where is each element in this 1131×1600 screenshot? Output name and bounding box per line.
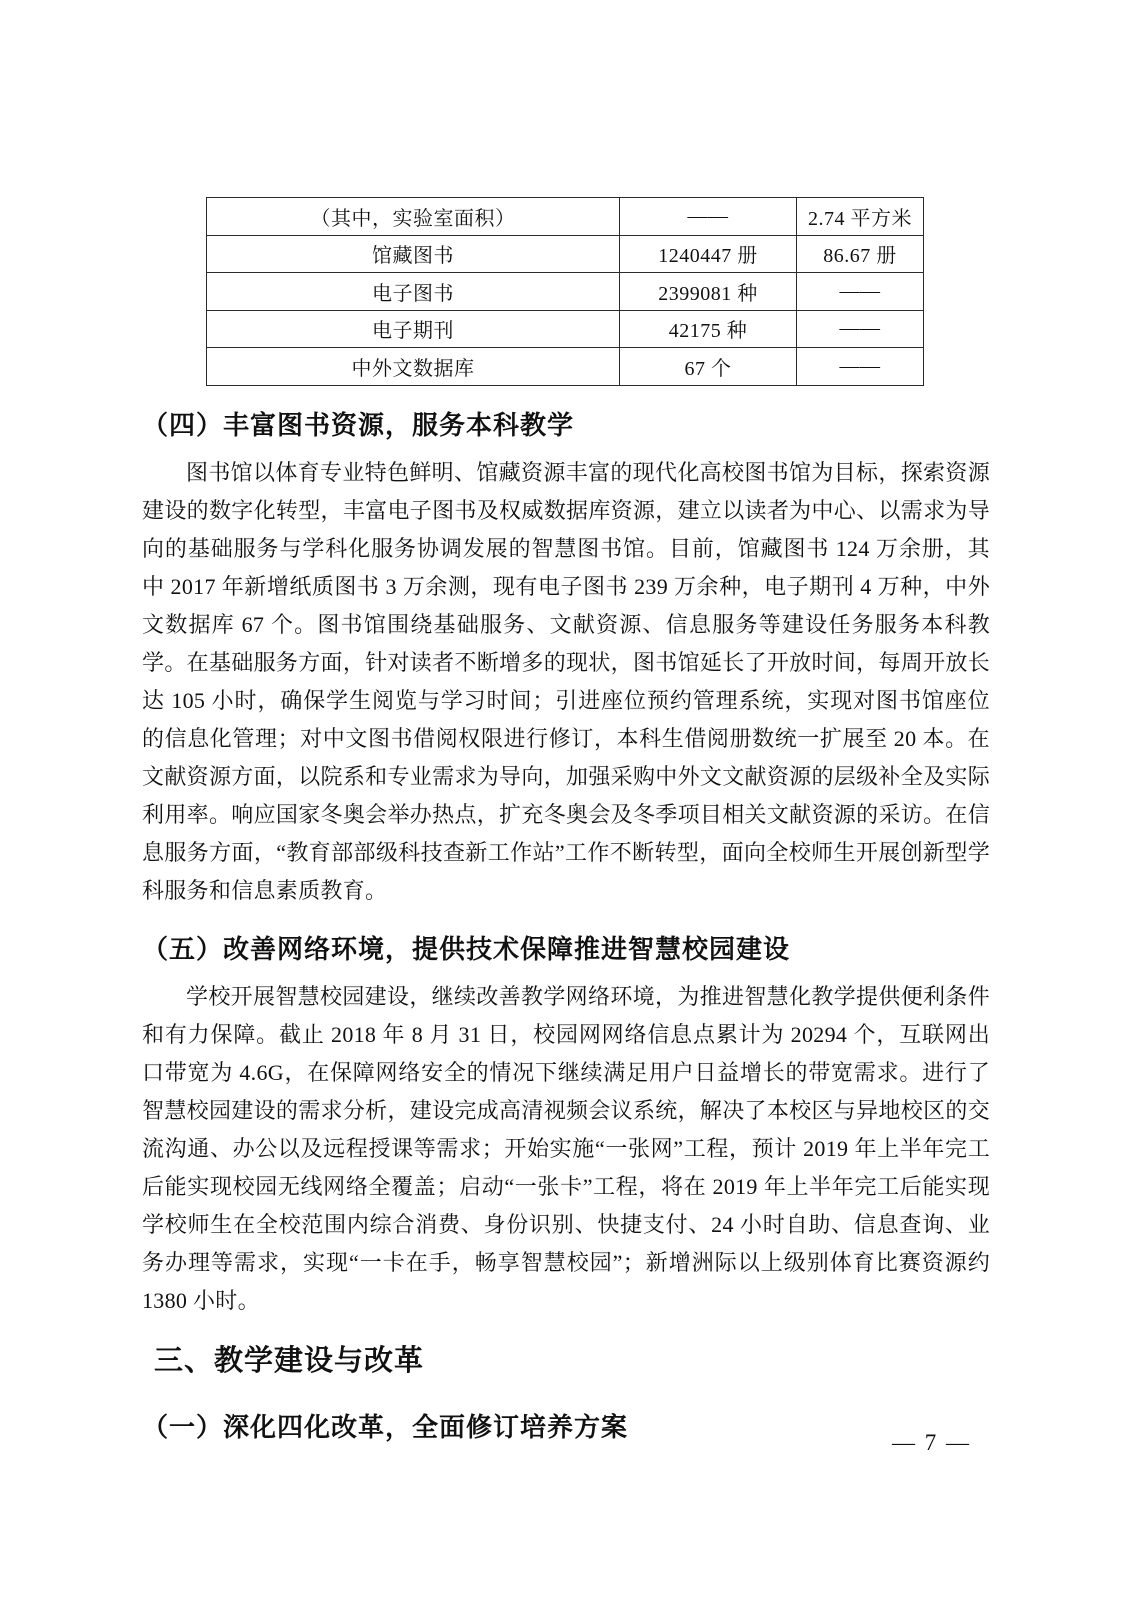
table-cell-per-capita: —— (797, 348, 924, 386)
table-cell-label: 电子图书 (207, 273, 620, 311)
table-row (207, 198, 924, 236)
table-row (207, 235, 924, 273)
table-cell-label: 馆藏图书 (207, 235, 620, 273)
table-row (207, 273, 924, 311)
table-cell-total: 42175 种 (620, 310, 797, 348)
paragraph-library-resources: 图书馆以体育专业特色鲜明、馆藏资源丰富的现代化高校图书馆为目标，探索资源建设的数字化转型，丰富电子图书及权威数据库资源，建立以读者为中心、以需求为导向的基础服务与学科化服务协调发展的智慧图书馆。目前，馆藏图书 124 万余册，其中 2017 年新增纸质图书 3 万余测，现有电子图书 239 万余种，电子期刊 4 万种，中外文数据库 67 个。图书馆围绕基础服务、文献资源、信息服务等建设任务服务本科教学。在基础服务方面，针对读者不断增多的现状，图书馆延长了开放时间，每周开放长达 105 小时，确保学生阅览与学习时间；引进座位预约管理系统，实现对图书馆座位的信息化管理；对中文图书借阅权限进行修订，本科生借阅册数统一扩展至 20 本。在文献资源方面，以院系和专业需求为导向，加强采购中外文文献资源的层级补全及实际利用率。响应国家冬奥会举办热点，扩充冬奥会及冬季项目相关文献资源的采访。在信息服务方面，“教育部部级科技查新工作站”工作不断转型，面向全校师生开展创新型学科服务和信息素质教育。 (142, 459, 990, 903)
section-heading-training-plan: （一）深化四化改革，全面修订培养方案 (142, 1411, 629, 1442)
library-stats-table (206, 197, 924, 386)
chapter-heading-teaching-reform: 三、教学建设与改革 (154, 1344, 425, 1377)
table-cell-per-capita: —— (797, 310, 924, 348)
table-cell-per-capita: —— (797, 273, 924, 311)
table-cell-per-capita: 86.67 册 (797, 235, 924, 273)
table-cell-label: （其中，实验室面积） (207, 198, 620, 236)
table-row (207, 310, 924, 348)
table-cell-total: 1240447 册 (620, 235, 797, 273)
paragraph-smart-campus: 学校开展智慧校园建设，继续改善教学网络环境，为推进智慧化教学提供便利条件和有力保障。截止 2018 年 8 月 31 日，校园网网络信息点累计为 20294 个，互联网出口带宽为 4.6G，在保障网络安全的情况下继续满足用户日益增长的带宽需求。进行了智慧校园建设的需求分析，建设完成高清视频会议系统，解决了本校区与异地校区的交流沟通、办公以及远程授课等需求；开始实施“一张网”工程，预计 2019 年上半年完工后能实现校园无线网络全覆盖；启动“一张卡”工程，将在 2019 年上半年完工后能实现学校师生在全校范围内综合消费、身份识别、快捷支付、24 小时自助、信息查询、业务办理等需求，实现“一卡在手，畅享智慧校园”；新增洲际以上级别体育比赛资源约 1380 小时。 (142, 983, 990, 1313)
table-cell-label: 电子期刊 (207, 310, 620, 348)
table-cell-total: 2399081 种 (620, 273, 797, 311)
page-number: — 7 — (892, 1430, 971, 1455)
table-row (207, 348, 924, 386)
page-content (142, 0, 990, 1456)
table-cell-total: 67 个 (620, 348, 797, 386)
section-heading-library: （四）丰富图书资源，服务本科教学 (142, 409, 575, 440)
section-heading-network: （五）改善网络环境，提供技术保障推进智慧校园建设 (142, 933, 791, 964)
table-cell-per-capita: 2.74 平方米 (797, 198, 924, 236)
table-cell-label: 中外文数据库 (207, 348, 620, 386)
table-cell-total: —— (620, 198, 797, 236)
